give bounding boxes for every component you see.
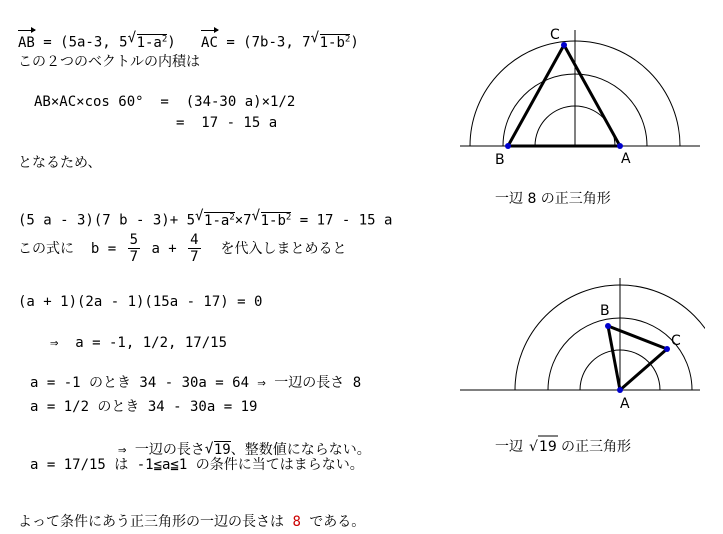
vector-ac-label: AC (201, 34, 218, 51)
fig2-label-c: C (671, 333, 681, 349)
substitute-pre: この式に b = (18, 240, 125, 257)
sqrt-ac-exponent: 2 (344, 34, 351, 44)
vector-ac-post: ) (350, 34, 359, 51)
equation-mid: ×7 (234, 212, 252, 229)
sqrt-eq-1-radicand: 1-a (204, 212, 230, 229)
case-a-half-result (118, 423, 371, 459)
fraction-4-7-numerator: 4 (190, 232, 199, 248)
fig2-caption-post: の正三角形 (561, 439, 631, 455)
conclusion-pre: よって条件にあう正三角形の一辺の長さは (18, 514, 293, 530)
sqrt-eq-2-exponent: 2 (285, 212, 292, 222)
solutions-line: ⇒ a = -1, 1/2, 17/15 (50, 335, 228, 351)
figure-side-root19-triangle (455, 270, 705, 470)
fraction-4-7-denominator: 7 (190, 249, 199, 265)
case-a-half-result-pre: ⇒ 一辺の長さ (118, 442, 205, 458)
fig2-vertex-b (605, 323, 611, 329)
sqrt-ac: √ $1-b^2$ (310, 30, 351, 51)
vector-ab-label: AB (18, 34, 35, 51)
main-equation (18, 190, 392, 230)
sqrt-eq-1: √ $1-a^2$ (195, 208, 235, 229)
fig2-caption-pre: 一辺 (495, 439, 523, 455)
conclusion-line (18, 495, 365, 531)
fraction-4-7 (188, 232, 200, 265)
substitution-line (18, 232, 346, 265)
conclusion-post: である。 (300, 514, 366, 530)
fig2-label-b: B (600, 303, 610, 319)
dot-product-line1: AB×AC×cos 60° = (34-30 a)×1/2 (34, 94, 296, 110)
sqrt-eq-2: √ $1-b^2$ (251, 208, 292, 229)
sqrt-19-radicand: 19 (213, 442, 231, 458)
conclusion-value: 8 (292, 514, 301, 530)
fig2-caption-root: 19 (539, 439, 557, 455)
sqrt-ab-radicand: 1-a (136, 34, 162, 51)
fraction-5-7-denominator: 7 (129, 249, 139, 265)
fig1-triangle (508, 45, 620, 146)
substitute-post: を代入しまとめると (203, 240, 347, 257)
fig1-vertex-a (617, 143, 623, 149)
vector-ac-pre: = (7b-3, 7 (217, 34, 311, 51)
sqrt-eq-2-radicand: 1-b (260, 212, 286, 229)
fig2-vertex-c (664, 346, 670, 352)
factored-equation: (a + 1)(2a - 1)(15a - 17) = 0 (18, 294, 263, 310)
vector-ab-pre: = (5a-3, 5 (34, 34, 128, 51)
sqrt-19: √ 19 (204, 441, 231, 458)
therefore-text: となるため、 (18, 155, 102, 171)
sqrt-ab: √ $1-a^2$ (127, 30, 168, 51)
vector-definitions (18, 12, 359, 52)
fig2-label-a: A (620, 396, 630, 412)
dot-product-line2: = 17 - 15 a (176, 115, 278, 131)
intro-text: この２つのベクトルの内積は (18, 54, 200, 70)
fig1-label-a: A (621, 151, 631, 167)
fig1-caption: 一辺 8 の正三角形 (495, 191, 611, 207)
equation-post: = 17 - 15 a (291, 212, 393, 229)
fig2-vertex-a (617, 387, 623, 393)
equation-pre: (5 a - 3)(7 b - 3)+ 5 (18, 212, 196, 229)
fig2-triangle (608, 326, 667, 390)
sqrt-eq-1-exponent: 2 (229, 212, 235, 222)
case-a-17-15: a = 17/15 は -1≦a≦1 の条件に当てはまらない。 (30, 457, 364, 473)
fig2-caption-radical: √ (529, 439, 538, 455)
fraction-5-7-numerator: 5 (129, 232, 139, 248)
fig1-vertex-c (561, 42, 567, 48)
vector-ab-post: ) (167, 34, 176, 51)
case-a-half: a = 1/2 のとき 34 - 30a = 19 (30, 399, 258, 415)
case-a-minus-1: a = -1 のとき 34 - 30a = 64 ⇒ 一辺の長さ 8 (30, 375, 362, 391)
fig1-label-c: C (550, 27, 560, 43)
sqrt-ac-radicand: 1-b (319, 34, 345, 51)
case-a-half-result-post: 、整数値にならない。 (230, 442, 371, 458)
sqrt-ab-exponent: 2 (161, 34, 168, 44)
fraction-5-7 (128, 232, 140, 265)
substitute-mid: a + (143, 240, 186, 257)
figure-side-8-triangle (455, 20, 705, 220)
fig1-vertex-b (505, 143, 511, 149)
fig1-label-b: B (495, 152, 505, 168)
